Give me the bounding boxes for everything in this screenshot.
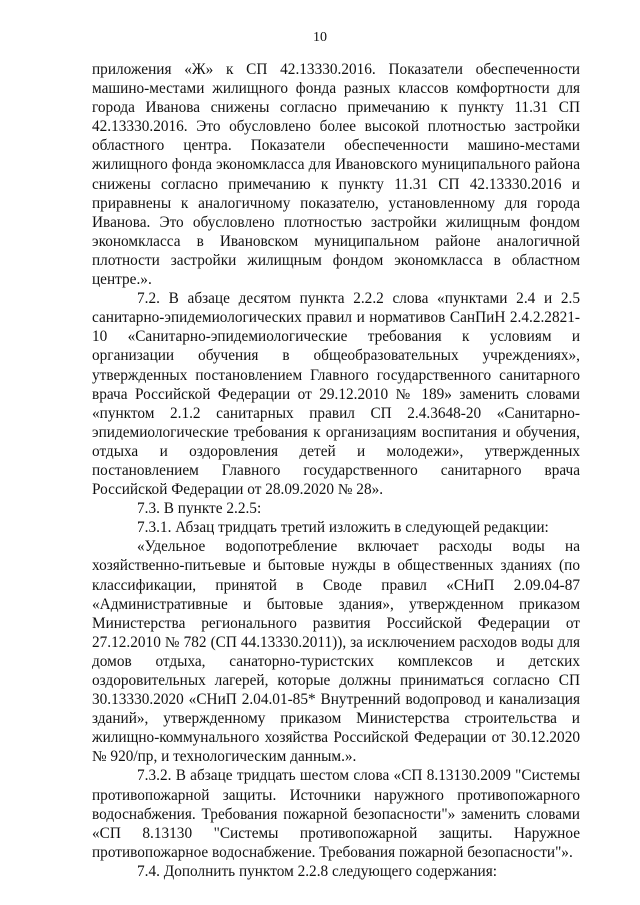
paragraph-7-2: 7.2. В абзаце десятом пункта 2.2.2 слова «пунктами 2.4 и 2.5 санитарно-эпидемиологических правил и нормативов СанПиН 2.4.2.2821-10 «Санитарно-эпидемиологические требования к условиям и организации обучения в общеобразовательных учреждениях», утвержденных постановлением Главного государственного санитарного врача Российской Федерации от 29.12.2010 № 189» заменить словами «пунктом 2.1.2 санитарных правил СП 2.4.3648-20 «Санитарно-эпидемиологические требования к организациям воспитания и обучения, отдыха и оздоровления детей и молодежи», утвержденных постановлением Главного государственного санитарного врача Российской Федерации от 28.09.2020 № 28». (92, 290, 580, 499)
paragraph-7-4: 7.4. Дополнить пунктом 2.2.8 следующего содержания: (137, 862, 498, 880)
page-number: 10 (313, 30, 327, 45)
paragraph-7-3-1: 7.3.1. Абзац тридцать третий изложить в следующей редакции: (137, 519, 549, 537)
paragraph-7-3: 7.3. В пункте 2.2.5: (137, 500, 262, 518)
paragraph-quoted-text: «Удельное водопотребление включает расходы воды на хозяйственно-питьевые и бытовые нужды в общественных зданиях (по классификации, принятой в Своде правил «СНиП 2.09.04-87 «Административные и бытовые здания», утвержденном приказом Министерства регионального развития Российской Федерации от 27.12.2010 № 782 (СП 44.13330.2011)), за исключением расходов воды для домов отдыха, санаторно-туристских комплексов и детских оздоровительных лагерей, которые должны приниматься согласно СП 30.13330.2020 «СНиП 2.04.01-85* Внутренний водопровод и канализация зданий», утвержденному приказом Министерства строительства и жилищно-коммунального хозяйства Российской Федерации от 30.12.2020 № 920/пр, и технологическим данным.». (92, 538, 580, 766)
document-body (92, 60, 580, 881)
paragraph-7-3-2: 7.3.2. В абзаце тридцать шестом слова «СП 8.13130.2009 "Системы противопожарной защиты. Источники наружного противопожарного водоснабжения. Требования пожарной безопасности"» заменить словами «СП 8.13130 "Системы противопожарной защиты. Наружное противопожарное водоснабжение. Требования пожарной безопасности"». (92, 767, 580, 861)
paragraph-continuation: приложения «Ж» к СП 42.13330.2016. Показатели обеспеченности машино-местами жилищного фонда разных классов комфортности для города Иванова снижены согласно примечанию к пункту 11.31 СП 42.13330.2016. Это обусловлено более высокой плотностью застройки областного центра. Показатели обеспеченности машино-местами жилищного фонда экономкласса для Ивановского муниципального района снижены согласно примечанию к пункту 11.31 СП 42.13330.2016 и приравнены к аналогичному показателю, установленному для города Иванова. Это обусловлено плотностью застройки жилищным фондом экономкласса в Ивановском муниципальном районе аналогичной плотности застройки жилищным фондом экономкласса в областном центре.». (92, 61, 580, 289)
